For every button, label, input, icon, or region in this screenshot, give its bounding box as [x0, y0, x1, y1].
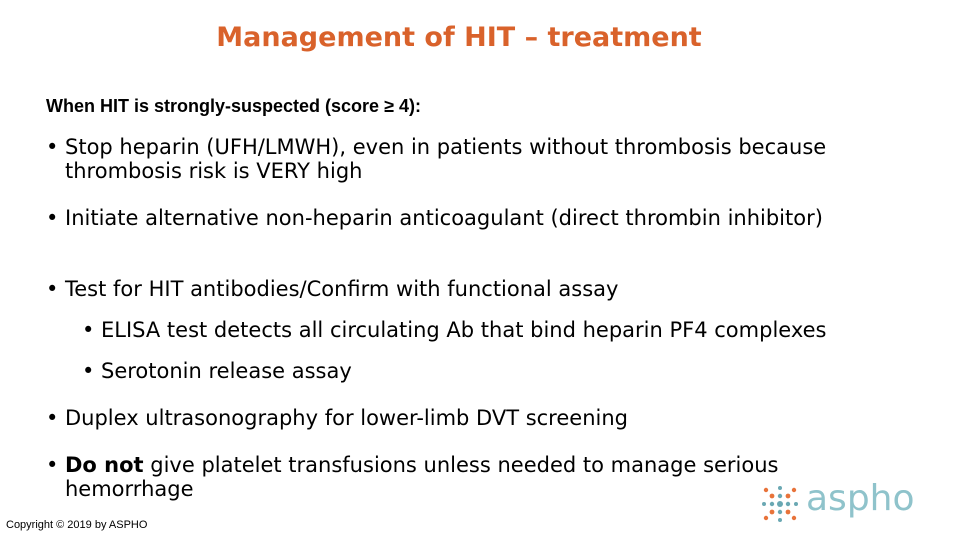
bullet-duplex-ultrasonography	[46, 406, 896, 430]
sub-bullet-elisa	[82, 318, 942, 342]
bullet-dot: •	[46, 206, 59, 230]
slide-title: Management of HIT – treatment	[216, 22, 702, 53]
bullet-stop-heparin	[46, 135, 896, 183]
bullet-text: Test for HIT antibodies/Confirm with functional assay	[65, 277, 619, 301]
bullet-rest-text: give platelet transfusions unless needed to manage serious hemorrhage	[65, 453, 779, 501]
bullet-initiate-anticoagulant	[46, 206, 896, 230]
bullet-text: Serotonin release assay	[101, 359, 352, 383]
bullet-dot: •	[46, 277, 59, 301]
bullet-test-antibodies	[46, 277, 896, 301]
bullet-text: Initiate alternative non-heparin anticoagulant (direct thrombin inhibitor)	[65, 206, 823, 230]
copyright-notice: Copyright © 2019 by ASPHO	[6, 519, 148, 531]
bullet-dot: •	[46, 135, 59, 159]
bullet-dot: •	[46, 453, 59, 477]
bullet-text: ELISA test detects all circulating Ab that bind heparin PF4 complexes	[101, 318, 827, 342]
bullet-dot: •	[82, 318, 95, 342]
bullet-dot: •	[82, 359, 95, 383]
aspho-logo-mark-icon	[760, 484, 800, 524]
slide-subtitle: When HIT is strongly-suspected (score ≥ 4):	[46, 96, 421, 116]
aspho-logo-text: aspho	[806, 478, 915, 519]
bullet-text: Duplex ultrasonography for lower-limb DVT screening	[65, 406, 628, 430]
bullet-dot: •	[46, 406, 59, 430]
aspho-logo	[760, 478, 940, 526]
sub-bullet-serotonin	[82, 359, 942, 383]
bullet-text: Stop heparin (UFH/LMWH), even in patients without thrombosis because thrombosis risk is VERY high	[65, 135, 827, 183]
bullet-emphasis: Do not	[65, 453, 144, 477]
